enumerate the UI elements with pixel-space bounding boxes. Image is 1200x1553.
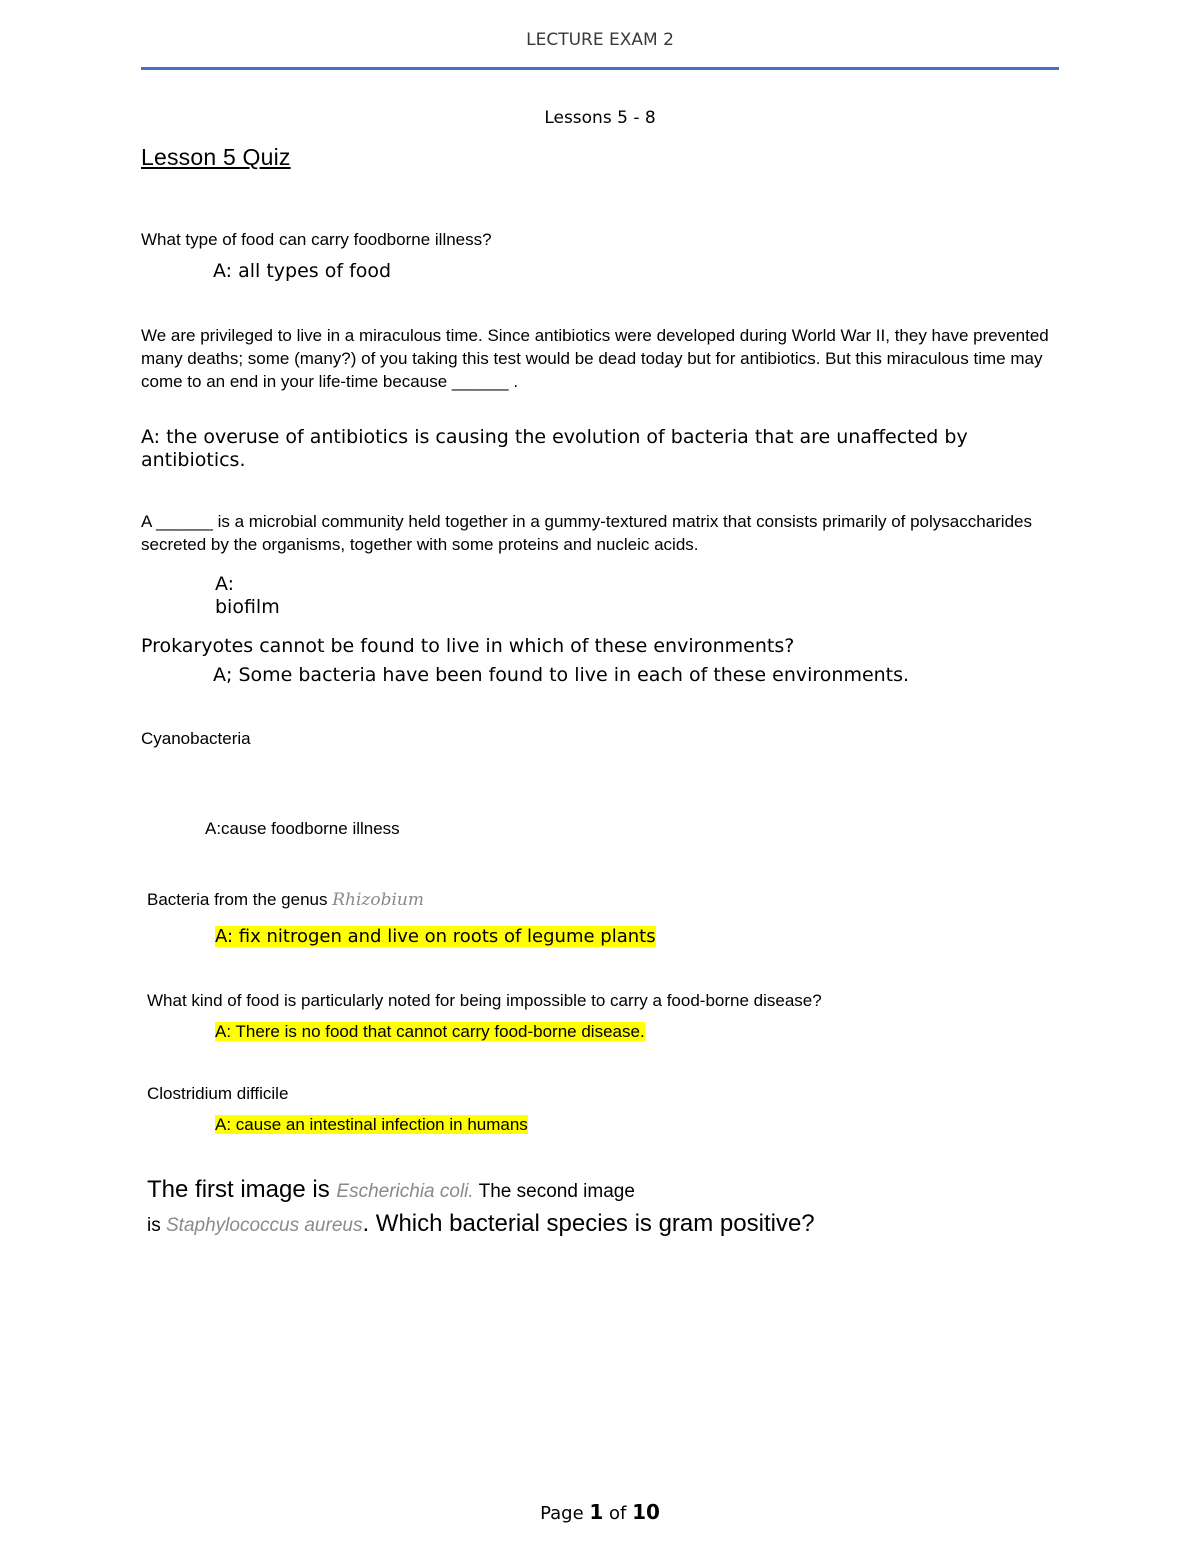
answer-3: biofilm: [215, 596, 280, 618]
answer-4: A; Some bacteria have been found to live in each of these environments.: [213, 664, 910, 686]
lessons-range: Lessons 5 - 8: [544, 108, 656, 128]
question-9-text: is: [147, 1215, 166, 1236]
question-9-line-1: [147, 1174, 815, 1208]
question-1: What type of food can carry foodborne illness?: [141, 230, 492, 249]
question-9-text: . Which bacterial species is gram positive?: [362, 1210, 815, 1237]
answer-5: A:cause foodborne illness: [205, 819, 400, 838]
page-total: 10: [632, 1500, 660, 1524]
answer-6: [215, 925, 656, 948]
species-name-1: Escherichia coli.: [336, 1181, 474, 1202]
page-of-label: of: [603, 1503, 633, 1524]
highlighted-answer: A: cause an intestinal infection in humans: [215, 1115, 528, 1134]
question-6-text: Bacteria from the genus: [147, 890, 333, 909]
header-divider: [141, 67, 1059, 70]
question-7: What kind of food is particularly noted for being impossible to carry a food-borne disease?: [147, 991, 822, 1010]
question-9-text: The second image: [473, 1181, 635, 1202]
page-footer: [0, 1500, 1200, 1524]
answer-1: A: all types of food: [213, 260, 392, 282]
question-9: [147, 1174, 815, 1242]
species-name-2: Staphylococcus aureus: [166, 1215, 363, 1236]
quiz-heading: Lesson 5 Quiz: [141, 144, 291, 170]
question-4: Prokaryotes cannot be found to live in which of these environments?: [141, 635, 795, 657]
header-title: LECTURE EXAM 2: [526, 30, 674, 50]
question-6: [147, 888, 424, 912]
answer-8: [215, 1113, 528, 1136]
question-9-line-2: [147, 1208, 815, 1242]
question-5: Cyanobacteria: [141, 729, 251, 748]
question-8: Clostridium difficile: [147, 1084, 289, 1103]
answer-3-label: A:: [215, 573, 235, 595]
highlighted-answer: A: fix nitrogen and live on roots of legume plants: [215, 926, 656, 947]
answer-7: [215, 1020, 645, 1043]
highlighted-answer: A: There is no food that cannot carry food-borne disease.: [215, 1022, 645, 1041]
question-2: We are privileged to live in a miraculous time. Since antibiotics were developed during World War II, they have prevented many deaths; some (many?) of you taking this test would be dead today but for antibiotics. But this miraculous time may come to an end in your life-time because ______ .: [141, 326, 1049, 391]
answer-2: A: the overuse of antibiotics is causing the evolution of bacteria that are unaffected by antibiotics.: [141, 426, 968, 471]
question-3: A ______ is a microbial community held together in a gummy-textured matrix that consists primarily of polysaccharides secreted by the organisms, together with some proteins and nucleic acids.: [141, 512, 1032, 554]
page-label: Page: [540, 1503, 590, 1524]
genus-name: Rhizobium: [332, 890, 424, 910]
page-number: 1: [589, 1500, 604, 1524]
question-9-text: The first image is: [147, 1176, 337, 1203]
